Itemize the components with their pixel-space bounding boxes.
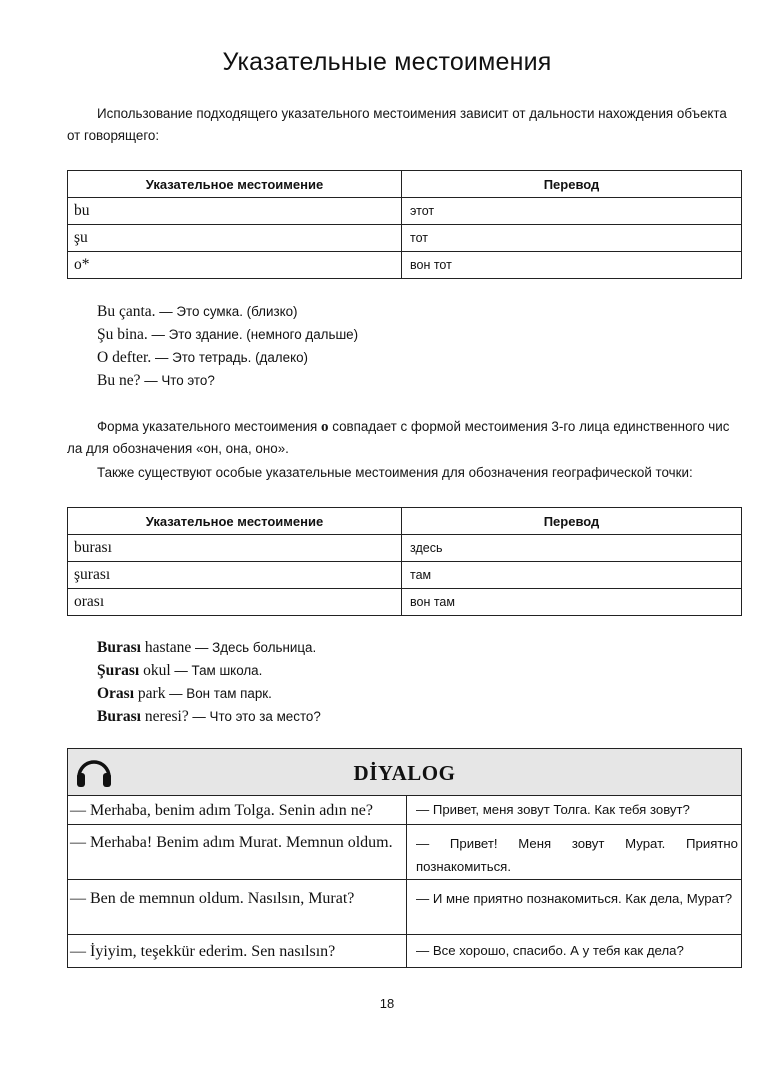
dialog-body — [68, 796, 741, 967]
example-russian: — Что это? — [140, 373, 215, 388]
example-item — [97, 369, 358, 392]
example-russian: — Там школа. — [170, 663, 263, 678]
table-row — [68, 252, 742, 279]
example-turkish: Bu ne? — [97, 372, 141, 389]
example-item — [97, 346, 358, 369]
table-cell-russian: там — [402, 562, 742, 589]
dialog-line-russian: — Привет! Меня зовут Мурат. Приятно познакомиться. — [416, 836, 738, 874]
pronoun-table — [67, 170, 742, 279]
dialog-line-turkish: — Ben de memnun oldum. Nasılsın, Murat? — [70, 890, 355, 907]
example-bold: Burası — [97, 708, 141, 725]
table-row — [68, 198, 742, 225]
note-text: совпадает с формой местоимения 3-го лица единственного чис — [328, 419, 730, 434]
intro-paragraph — [97, 103, 757, 125]
table-row — [68, 562, 742, 589]
example-item — [97, 300, 358, 323]
examples-list-1 — [97, 300, 358, 392]
example-russian: — Вон там парк. — [165, 686, 272, 701]
table-cell-turkish: orası — [68, 589, 402, 616]
table-cell-turkish: şurası — [68, 562, 402, 589]
table-header-pronoun: Указательное местоимение — [68, 171, 402, 198]
location-table — [67, 507, 742, 616]
example-bold: Orası — [97, 685, 135, 702]
example-russian: — Это сумка. (близко) — [155, 304, 298, 319]
table-row — [68, 589, 742, 616]
note-paragraph — [97, 416, 747, 438]
table-cell-turkish: burası — [68, 535, 402, 562]
example-turkish: O defter. — [97, 349, 152, 366]
dialog-title: DİYALOG — [353, 761, 456, 785]
dialog-line-turkish: — Merhaba, benim adım Tolga. Senin adın ne? — [70, 802, 373, 819]
example-bold: Burası — [97, 639, 141, 656]
dialog-header — [68, 749, 741, 796]
table-cell-turkish: bu — [68, 198, 402, 225]
table-header-translation: Перевод — [402, 508, 742, 535]
dialog-line-russian: — И мне приятно познакомиться. Как дела, Мурат? — [416, 891, 733, 906]
dialog-line-russian: — Привет, меня зовут Толга. Как тебя зовут? — [416, 802, 690, 817]
example-item — [97, 323, 358, 346]
example-russian: — Что это за место? — [188, 709, 321, 724]
column-divider — [406, 796, 407, 967]
note-bold: o — [321, 419, 329, 435]
note-line-3: Также существуют особые указательные местоимения для обозначения географической точки: — [97, 465, 693, 480]
example-item — [97, 705, 321, 728]
table-header-pronoun: Указательное местоимение — [68, 508, 402, 535]
table-cell-russian: этот — [402, 198, 742, 225]
page-title: Указательные местоимения — [222, 48, 552, 76]
intro-line-1: Использование подходящего указательного местоимения зависит от дальности нахождения объекта — [97, 106, 727, 121]
dialog-line-turkish: — İyiyim, teşekkür ederim. Sen nasılsın? — [70, 943, 336, 960]
example-russian: — Это здание. (немного дальше) — [147, 327, 359, 342]
example-item — [97, 659, 321, 682]
example-russian: — Это тетрадь. (далеко) — [151, 350, 308, 365]
example-item — [97, 636, 321, 659]
example-russian: — Здесь больница. — [191, 640, 317, 655]
dialog-line-russian: — Все хорошо, спасибо. А у тебя как дела? — [416, 943, 684, 958]
note-line-2: ла для обозначения «он, она, оно». — [67, 441, 289, 456]
table-cell-russian: вон тот — [402, 252, 742, 279]
example-turkish: okul — [139, 662, 171, 679]
dialog-line-turkish: — Merhaba! Benim adım Murat. Memnun oldum. — [70, 834, 393, 851]
example-turkish: neresi? — [140, 708, 189, 725]
example-bold: Şurası — [97, 662, 140, 679]
row-divider — [68, 879, 741, 880]
intro-line-2: от говорящего: — [67, 128, 160, 143]
table-cell-russian: здесь — [402, 535, 742, 562]
table-row — [68, 225, 742, 252]
table-cell-turkish: şu — [68, 225, 402, 252]
note-text: Форма указательного местоимения — [97, 419, 322, 434]
examples-list-2 — [97, 636, 321, 728]
row-divider — [68, 934, 741, 935]
table-row — [68, 535, 742, 562]
dialog-box — [67, 748, 742, 968]
page-number: 18 — [379, 996, 395, 1011]
example-item — [97, 682, 321, 705]
example-turkish: park — [134, 685, 166, 702]
table-cell-turkish: o* — [68, 252, 402, 279]
table-header-translation: Перевод — [402, 171, 742, 198]
table-cell-russian: тот — [402, 225, 742, 252]
example-turkish: hastane — [140, 639, 192, 656]
example-turkish: Şu bina. — [97, 326, 148, 343]
row-divider — [68, 824, 741, 825]
table-cell-russian: вон там — [402, 589, 742, 616]
example-turkish: Bu çanta. — [97, 303, 156, 320]
